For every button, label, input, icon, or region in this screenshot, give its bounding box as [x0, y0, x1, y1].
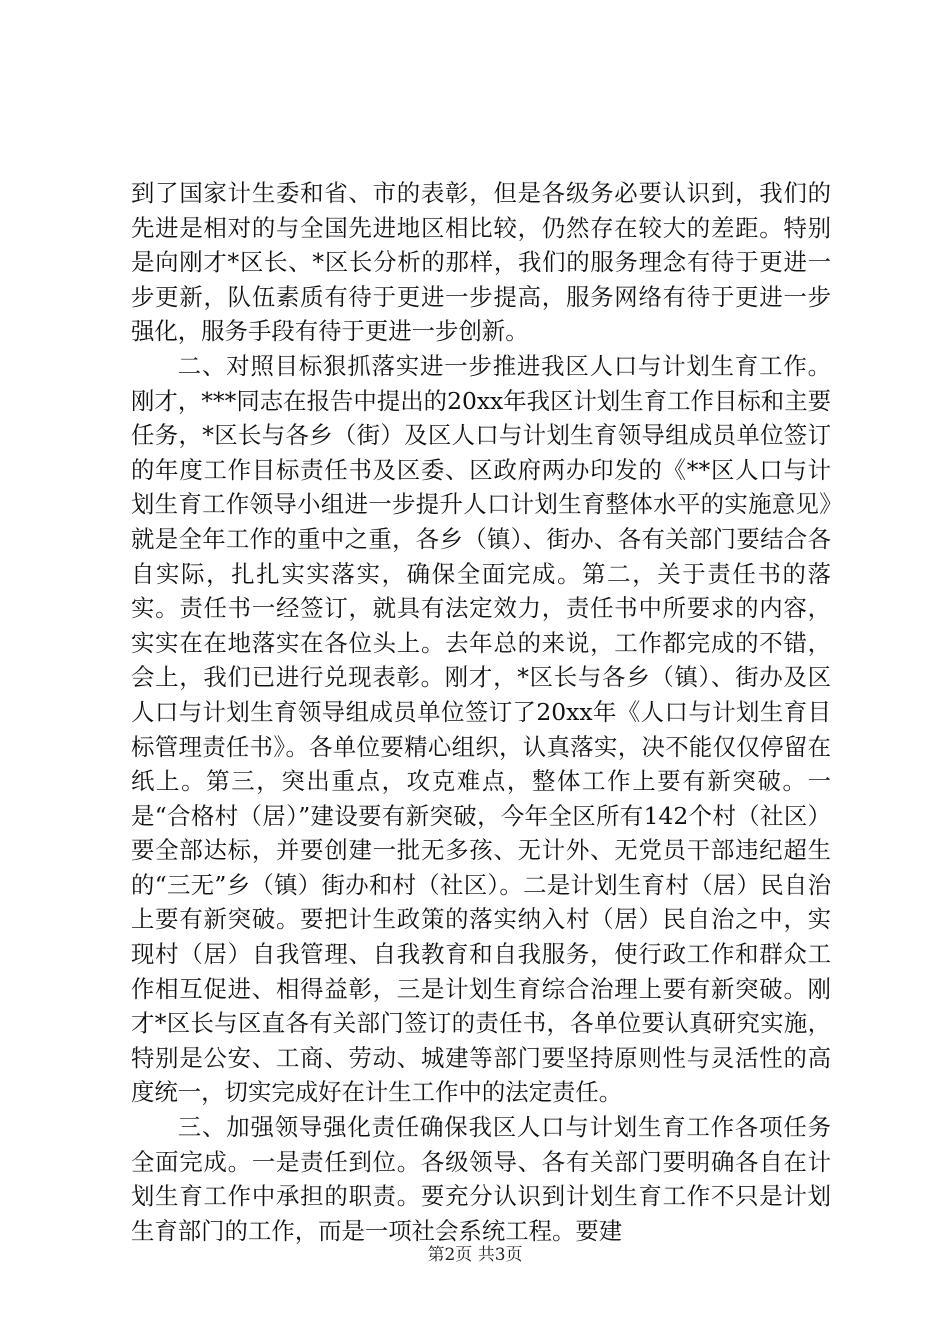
paragraph-section-two: 二、对照目标狠抓落实进一步推进我区人口与计划生育工作。刚才，***同志在报告中提出的20xx年我区计划生育工作目标和主要任务，*区长与各乡（街）及区人口与计划生育领导组成员单位签订的年度工作目标责任书及区委、区政府两办印发的《**区人口与计划生育工作领导小组进一步提升人口计划生育整体水平的实施意见》就是全年工作的重中之重，各乡（镇）、街办、各有关部门要结合各自实际，扎扎实实落实，确保全面完成。第二，关于责任书的落实。责任书一经签订，就具有法定效力，责任书中所要求的内容，实实在在地落实在各位头上。去年总的来说，工作都完成的不错，会上，我们已进行兑现表彰。刚才，*区长与各乡（镇）、街办及区人口与计划生育领导组成员单位签订了20xx年《人口与计划生育目标管理责任书》。各单位要精心组织，认真落实，决不能仅仅停留在纸上。第三，突出重点，攻克难点，整体工作上要有新突破。一是“合格村（居）”建设要有新突破，今年全区所有142个村（社区）要全部达标，并要创建一批无多孩、无计外、无党员干部违纪超生的“三无”乡（镇）街办和村（社区）。二是计划生育村（居）民自治上要有新突破。要把计生政策的落实纳入村（居）民自治之中，实现村（居）自我管理、自我教育和自我服务，使行政工作和群众工作相互促进、相得益彰，三是计划生育综合治理上要有新突破。刚才*区长与区直各有关部门签订的责任书，各单位要认真研究实施，特别是公安、工商、劳动、城建等部门要坚持原则性与灵活性的高度统一，切实完成好在计生工作中的法定责任。 [131, 351, 831, 1107]
page-number-footer: 第2页 共3页 [427, 1245, 523, 1265]
document-body [131, 176, 831, 1248]
paragraph-section-three: 三、加强领导强化责任确保我区人口与计划生育工作各项任务全面完成。一是责任到位。各级领导、各有关部门要明确各自在计划生育工作中承担的职责。要充分认识到计划生育工作不只是计划生育部门的工作，而是一项社会系统工程。要建 [131, 1113, 831, 1245]
paragraph-continuation: 到了国家计生委和省、市的表彰，但是各级务必要认识到，我们的先进是相对的与全国先进地区相比较，仍然存在较大的差距。特别是向刚才*区长、*区长分析的那样，我们的服务理念有待于更进一步更新，队伍素质有待于更进一步提高，服务网络有待于更进一步强化，服务手段有待于更进一步创新。 [131, 179, 831, 346]
